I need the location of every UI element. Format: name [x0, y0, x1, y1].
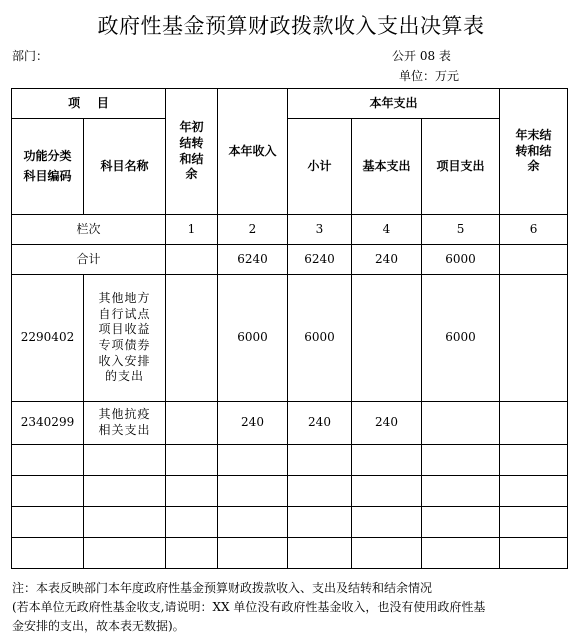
total-label: 合计 [12, 245, 166, 275]
row-project [422, 402, 500, 445]
total-begin [166, 245, 218, 275]
department-label: 部门： [12, 49, 49, 63]
notes [12, 579, 572, 636]
empty-row [12, 538, 568, 569]
total-basic: 240 [352, 245, 422, 275]
total-income: 6240 [218, 245, 288, 275]
row-begin [166, 402, 218, 445]
row-end [500, 275, 568, 402]
row-income: 240 [218, 402, 288, 445]
header-func-code: 功能分类 科目编码 [12, 119, 84, 215]
page-title: 政府性基金预算财政拨款收入支出决算表 [97, 14, 485, 38]
row-basic [352, 275, 422, 402]
seq-col: 5 [422, 215, 500, 245]
seq-col: 6 [500, 215, 568, 245]
header-project: 项目支出 [422, 119, 500, 215]
total-subtotal: 6240 [288, 245, 352, 275]
empty-row [12, 507, 568, 538]
row-basic: 240 [352, 402, 422, 445]
header-item: 项 目 [12, 89, 166, 119]
row-code: 2340299 [12, 402, 84, 445]
header-end-balance: 年末结 转和结 余 [500, 89, 568, 215]
note-line: 注：本表反映部门本年度政府性基金预算财政拨款收入、支出及结转和结余情况 [12, 581, 433, 595]
row-end [500, 402, 568, 445]
row-code: 2290402 [12, 275, 84, 402]
form-number: 公开 08 表 [392, 49, 451, 63]
header-subject-name: 科目名称 [84, 119, 166, 215]
table-row [12, 275, 568, 402]
row-begin [166, 275, 218, 402]
total-project: 6000 [422, 245, 500, 275]
row-income: 6000 [218, 275, 288, 402]
seq-label: 栏次 [12, 215, 166, 245]
budget-table [11, 88, 568, 569]
seq-col: 1 [166, 215, 218, 245]
seq-col: 2 [218, 215, 288, 245]
empty-row [12, 445, 568, 476]
note-line: 金安排的支出，故本表无数据)。 [12, 619, 185, 633]
header-income: 本年收入 [218, 89, 288, 215]
row-subtotal: 240 [288, 402, 352, 445]
seq-col: 4 [352, 215, 422, 245]
header-expense-group: 本年支出 [288, 89, 500, 119]
header-begin-balance: 年初 结转 和结 余 [166, 89, 218, 215]
empty-row [12, 476, 568, 507]
header-basic: 基本支出 [352, 119, 422, 215]
row-subtotal: 6000 [288, 275, 352, 402]
row-project: 6000 [422, 275, 500, 402]
row-name: 其他抗疫 相关支出 [84, 402, 166, 445]
unit-label: 单位：万元 [399, 69, 460, 83]
note-line: (若本单位无政府性基金收支,请说明：XX 单位没有政府性基金收入，也没有使用政府性基 [12, 600, 486, 614]
row-name: 其他地方 自行试点 项目收益 专项债券 收入安排 的支出 [84, 275, 166, 402]
total-row [12, 245, 568, 275]
total-end [500, 245, 568, 275]
table-row [12, 402, 568, 445]
seq-col: 3 [288, 215, 352, 245]
header-subtotal: 小计 [288, 119, 352, 215]
